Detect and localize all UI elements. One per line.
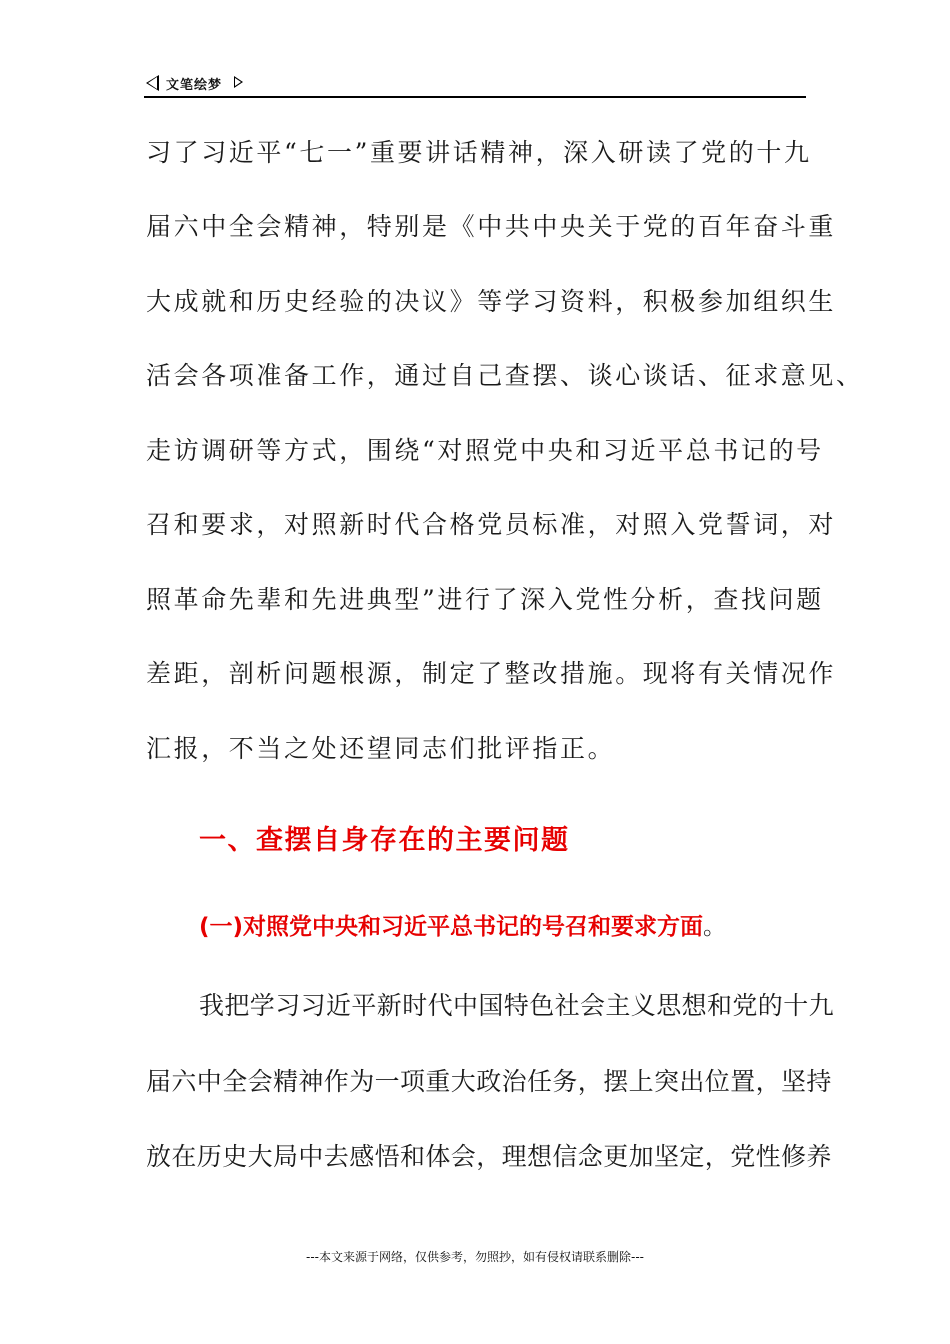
text-line: 活会各项准备工作，通过自己查摆、谈心谈话、征求意见、 [146, 361, 864, 390]
text-line: 照革命先辈和先进典型”进行了深入党性分析，查找问题 [146, 585, 824, 614]
text-line: 走访调研等方式，围绕“对照党中央和习近平总书记的号 [146, 436, 824, 465]
header-title: 文笔绘梦 [166, 78, 223, 93]
text-line: 大成就和历史经验的决议》等学习资料，积极参加组织生 [146, 287, 837, 316]
page-header [144, 72, 806, 98]
text-line: 放在历史大局中去感悟和体会，理想信念更加坚定，党性修养 [146, 1142, 832, 1171]
subsection-heading [199, 908, 726, 941]
subsection-heading-text: (一)对照党中央和习近平总书记的号召和要求方面 [199, 914, 704, 940]
text-line: 我把学习习近平新时代中国特色社会主义思想和党的十九 [199, 991, 835, 1020]
text-line: 习了习近平“七一”重要讲话精神，深入研读了党的十九 [146, 138, 812, 167]
text-line: 汇报，不当之处还望同志们批评指正。 [146, 734, 616, 763]
subsection-heading-punct: 。 [703, 914, 727, 940]
text-line: 召和要求，对照新时代合格党员标准，对照入党誓词，对 [146, 510, 837, 539]
triangle-right-icon [234, 76, 243, 88]
text-line: 届六中全会精神作为一项重大政治任务，摆上突出位置，坚持 [146, 1067, 832, 1096]
footer-disclaimer: ---本文来源于网络，仅供参考，勿照抄，如有侵权请联系删除--- [306, 1250, 644, 1264]
section-heading: 一、查摆自身存在的主要问题 [199, 825, 570, 856]
text-line: 差距，剖析问题根源，制定了整改措施。现将有关情况作 [146, 659, 837, 688]
triangle-left-icon [146, 75, 159, 91]
text-line: 届六中全会精神，特别是《中共中央关于党的百年奋斗重 [146, 212, 837, 241]
